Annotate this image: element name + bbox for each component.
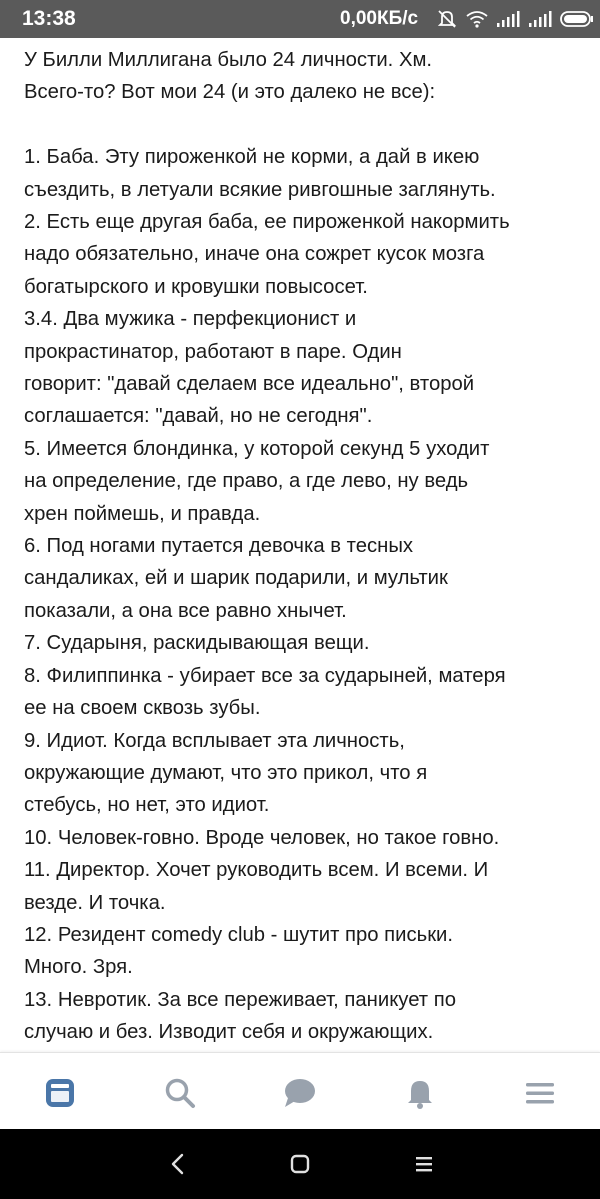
nav-recents-button[interactable]: [409, 1149, 439, 1179]
text-line: показали, а она все равно хнычет.: [24, 599, 347, 622]
status-bar: [0, 0, 600, 38]
text-line: случаю и без. Изводит себя и окружающих.: [24, 1021, 434, 1044]
news-icon: [43, 1076, 77, 1110]
battery-icon: [560, 10, 594, 28]
text-line: надо обязательно, иначе она сожрет кусок мозга: [24, 243, 485, 266]
search-icon: [163, 1076, 197, 1110]
menu-icon: [523, 1076, 557, 1110]
text-line: 2. Есть еще другая баба, ее пироженкой накормить: [24, 211, 510, 234]
network-speed: 0,00КБ/с: [340, 8, 419, 29]
paragraph-gap: [24, 109, 576, 141]
text-line: У Билли Миллигана было 24 личности. Хм.: [24, 49, 433, 71]
tab-notifications[interactable]: [398, 1071, 442, 1115]
recents-icon: [413, 1153, 435, 1175]
back-icon: [168, 1152, 188, 1176]
text-line: Всего-то? Вот мои 24 (и это далеко не все):: [24, 81, 436, 104]
post-text: [0, 38, 600, 1049]
text-line: 9. Идиот. Когда всплывает эта личность,: [24, 729, 405, 752]
text-line: 7. Сударыня, раскидывающая вещи.: [24, 632, 370, 655]
mute-icon: [436, 9, 458, 29]
text-line: на определение, где право, а где лево, ну ведь: [24, 470, 469, 493]
text-line: стебусь, но нет, это идиот.: [24, 794, 270, 817]
text-line: 5. Имеется блондинка, у которой секунд 5 уходит: [24, 437, 490, 460]
signal-icon: [496, 10, 520, 28]
wifi-icon: [466, 10, 488, 28]
text-line: 11. Директор. Хочет руководить всем. И всеми. И: [24, 859, 489, 882]
text-line: Много. Зря.: [24, 956, 133, 979]
system-nav-bar: [0, 1129, 600, 1199]
text-line: съездить, в летуали всякие ривгошные заглянуть.: [24, 178, 496, 201]
text-line: везде. И точка.: [24, 891, 166, 914]
tab-menu[interactable]: [518, 1071, 562, 1115]
bottom-tab-bar: [0, 1052, 600, 1130]
text-line: богатырского и кровушки повысосет.: [24, 275, 368, 298]
text-line: 13. Невротик. За все переживает, паникует по: [24, 988, 456, 1011]
text-line: хрен поймешь, и правда.: [24, 502, 261, 525]
nav-back-button[interactable]: [163, 1149, 193, 1179]
text-line: 6. Под ногами путается девочка в тесных: [24, 535, 414, 558]
signal-icon: [528, 10, 552, 28]
text-line: 12. Резидент comedy club - шутит про письки.: [24, 923, 454, 946]
text-line: соглашается: "давай, но не сегодня".: [24, 405, 373, 428]
nav-home-button[interactable]: [285, 1149, 315, 1179]
tab-messages[interactable]: [278, 1071, 322, 1115]
status-time: 13:38: [22, 7, 76, 30]
text-line: 1. Баба. Эту пироженкой не корми, а дай в икею: [24, 146, 480, 169]
messages-icon: [282, 1076, 318, 1110]
text-line: 8. Филиппинка - убирает все за сударыней, матеря: [24, 664, 506, 687]
status-icons: [436, 9, 594, 29]
text-line: 10. Человек-говно. Вроде человек, но такое говно.: [24, 826, 500, 849]
text-line: прокрастинатор, работают в паре. Один: [24, 340, 402, 363]
notifications-icon: [403, 1076, 437, 1110]
text-line: ее на своем сквозь зубы.: [24, 697, 261, 720]
home-icon: [289, 1153, 311, 1175]
post-content[interactable]: [0, 38, 600, 1052]
text-line: говорит: "давай сделаем все идеально", второй: [24, 373, 475, 396]
tab-search[interactable]: [158, 1071, 202, 1115]
text-line: окружающие думают, что это прикол, что я: [24, 761, 428, 784]
text-line: сандаликах, ей и шарик подарили, и мультик: [24, 567, 448, 590]
tab-news[interactable]: [38, 1071, 82, 1115]
text-line: 3.4. Два мужика - перфекционист и: [24, 308, 357, 331]
